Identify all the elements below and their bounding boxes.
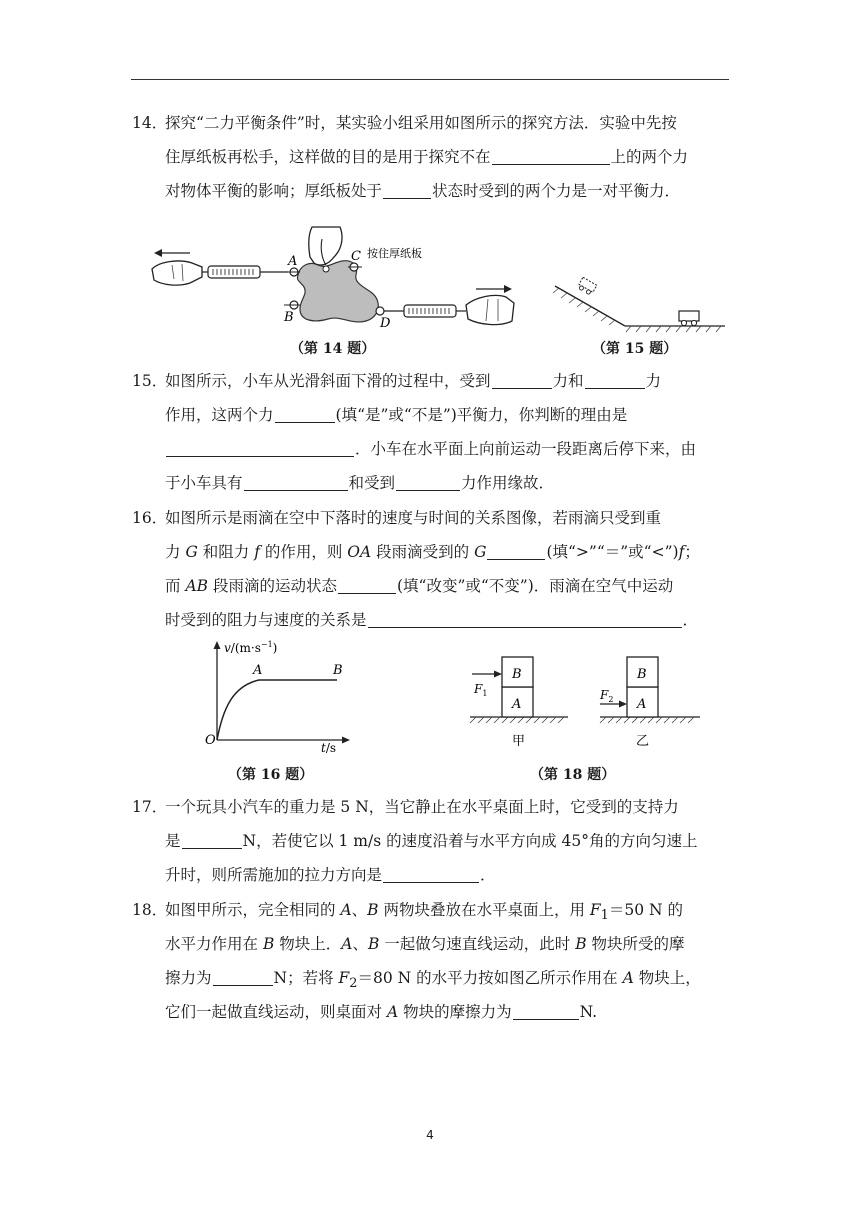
question-text: (填“是”或“不是”)平衡力，你判断的理由是: [335, 406, 628, 424]
question-text: 段雨滴受到的: [371, 543, 475, 561]
question-number: 14．: [132, 114, 168, 132]
question-text: (填“改变”或“不变”)．雨滴在空气中运动: [396, 577, 674, 595]
answer-blank[interactable]: [275, 405, 335, 423]
answer-blank[interactable]: [492, 371, 552, 389]
y-axis-label: $v/(m\cdot s^{-1})$: [224, 640, 278, 655]
question-text: 一个玩具小汽车的重力是 5 N，当它静止在水平桌面上时，它受到的支持力: [165, 798, 679, 816]
question-text: 力: [645, 372, 662, 390]
question-text: 和受到: [348, 474, 396, 492]
question-text: 时受到的阻力与速度的关系是: [165, 611, 367, 629]
figure-16: [203, 638, 353, 756]
answer-blank[interactable]: [182, 831, 242, 849]
figure-18-jia: [470, 657, 568, 749]
symbol-a: A: [386, 1003, 399, 1021]
arrow-left-icon: [154, 249, 162, 257]
question-text: 、: [352, 935, 368, 953]
figure-caption-15: （第 15 题）: [592, 341, 678, 357]
point-label-b: B: [333, 663, 343, 678]
x-axis-label: t/s: [321, 741, 337, 755]
answer-blank[interactable]: [338, 576, 396, 594]
cart-on-floor: [679, 311, 699, 326]
question-text: 力和: [552, 372, 584, 390]
question-text: 如图所示是雨滴在空中下落时的速度与时间的关系图像，若雨滴只受到重: [165, 509, 662, 527]
question-text: ＝50 N 的: [608, 901, 684, 919]
spring-scale-left: [208, 266, 260, 278]
velocity-curve: [217, 680, 337, 740]
question-text: 水平力作用在: [165, 935, 263, 953]
question-text: 和阻力: [197, 543, 255, 561]
figure-15: [553, 278, 728, 333]
symbol-a: A: [622, 969, 634, 987]
symbol-f: F: [589, 901, 601, 919]
question-text: 如图所示，小车从光滑斜面下滑的过程中，受到: [165, 372, 491, 390]
question-text: ．小车在水平面上向前运动一段距离后停下来，由: [355, 440, 697, 458]
figure-label-yi: 乙: [636, 734, 650, 749]
question-text: 物块的摩擦力为: [398, 1003, 512, 1021]
figure-18: [468, 655, 708, 755]
cart-on-slope: [577, 277, 597, 295]
pressing-hand: [309, 227, 342, 265]
answer-blank[interactable]: [383, 865, 479, 883]
question-text: 升时，则所需施加的拉力方向是: [165, 866, 383, 884]
answer-blank[interactable]: [383, 181, 431, 199]
symbol-b: B: [575, 935, 587, 953]
symbol-b: B: [367, 901, 379, 919]
question-text: ．: [682, 611, 699, 629]
question-text: 如图甲所示，完全相同的: [165, 901, 341, 919]
question-text: 而: [165, 577, 186, 595]
question-text: 作用，这两个力: [165, 406, 274, 424]
question-text: N，若使它以 1 m/s 的速度沿着与水平方向成 45°角的方向匀速上: [242, 832, 698, 850]
answer-blank[interactable]: [396, 473, 460, 491]
question-15: [132, 364, 732, 500]
cardboard: [297, 261, 378, 322]
symbol-g: G: [185, 543, 198, 561]
origin-label: O: [205, 733, 216, 748]
symbol-f: f: [678, 543, 685, 561]
question-text: 擦力为: [165, 969, 212, 987]
spring-scale-right: [404, 305, 456, 317]
page-number: 4: [426, 1128, 434, 1142]
force-label-f1: $F_1$: [474, 682, 488, 698]
question-17: [132, 790, 732, 892]
question-text: 住厚纸板再松手，这样做的目的是用于探究不在: [165, 148, 491, 166]
point-label-c: C: [351, 249, 361, 264]
answer-blank[interactable]: [213, 968, 273, 986]
answer-blank[interactable]: [244, 473, 348, 491]
question-text: 上的两个力: [610, 148, 689, 166]
header-rule: [131, 79, 729, 80]
question-text: 力作用缘故．: [461, 474, 555, 492]
figure-label-jia: 甲: [512, 734, 526, 749]
press-label: 按住厚纸板: [367, 247, 422, 260]
subscript: 2: [349, 976, 358, 992]
question-number: 15．: [132, 372, 168, 390]
question-text: 对物体平衡的影响；厚纸板处于: [165, 182, 383, 200]
symbol-b: B: [262, 935, 275, 953]
point-label-a: A: [288, 254, 298, 269]
question-text: 物块上．: [274, 935, 342, 953]
answer-blank[interactable]: [166, 439, 354, 457]
answer-blank[interactable]: [487, 542, 545, 560]
block-b-label: B: [637, 667, 647, 682]
question-text: 两物块叠放在水平桌面上，用: [378, 901, 590, 919]
point-label-d: D: [380, 316, 391, 331]
question-number: 18．: [132, 901, 168, 919]
question-text: 物块上，: [633, 969, 701, 987]
force-arrow-icon: [494, 671, 502, 678]
symbol-g: G: [474, 543, 487, 561]
figure-caption-14: （第 14 题）: [290, 341, 376, 357]
question-16: [132, 501, 732, 637]
symbol-a: A: [340, 901, 352, 919]
figure-caption-18: （第 18 题）: [530, 767, 616, 783]
force-label-f2: $F_2$: [600, 688, 614, 704]
question-number: 16．: [132, 509, 168, 527]
question-text: 它们一起做直线运动，则桌面对: [165, 1003, 387, 1021]
question-text: ＝80 N 的水平力按如图乙所示作用在: [357, 969, 623, 987]
question-text: 探究“二力平衡条件”时，某实验小组采用如图所示的探究方法．实验中先按: [165, 114, 677, 132]
question-14: [132, 106, 732, 208]
question-text: 物块所受的摩: [586, 935, 685, 953]
block-b-label: B: [512, 667, 522, 682]
question-text: 于小车具有: [165, 474, 243, 492]
symbol-a: A: [341, 935, 353, 953]
question-text: 是: [165, 832, 181, 850]
question-text: 一起做匀速直线运动，此时: [379, 935, 576, 953]
answer-blank[interactable]: [513, 1002, 579, 1020]
question-number: 17．: [132, 798, 168, 816]
question-18: [132, 893, 732, 1029]
force-arrow-icon: [619, 701, 627, 708]
question-text: 力: [165, 543, 186, 561]
block-a-label: A: [512, 697, 522, 712]
symbol-oa: OA: [347, 543, 372, 561]
question-text: 状态时受到的两个力是一对平衡力．: [432, 182, 681, 200]
subscript: 1: [600, 908, 609, 924]
question-text: N.: [579, 1003, 598, 1021]
point-label-a: A: [253, 663, 263, 678]
figure-caption-16: （第 16 题）: [228, 767, 314, 783]
figure-14: [150, 225, 520, 335]
question-text: 、: [351, 901, 368, 919]
answer-blank[interactable]: [585, 371, 645, 389]
question-text: ．: [480, 866, 496, 884]
symbol-b: B: [367, 935, 380, 953]
symbol-ab: AB: [185, 577, 209, 595]
figure-18-yi: [599, 657, 700, 749]
question-text: (填“>”“＝”或“<”): [546, 543, 679, 561]
question-text: N；若将: [273, 969, 339, 987]
point-label-b: B: [284, 310, 294, 325]
answer-blank[interactable]: [492, 147, 610, 165]
question-text: 段雨滴的运动状态: [208, 577, 337, 595]
question-text: 的作用，则: [259, 543, 348, 561]
question-text: ；: [684, 543, 700, 561]
answer-blank[interactable]: [368, 610, 682, 628]
arrow-right-icon: [504, 285, 512, 293]
left-hand: [152, 261, 202, 285]
symbol-f: f: [254, 543, 260, 561]
right-hand: [466, 295, 514, 324]
block-a-label: A: [637, 697, 647, 712]
symbol-f: F: [338, 969, 350, 987]
